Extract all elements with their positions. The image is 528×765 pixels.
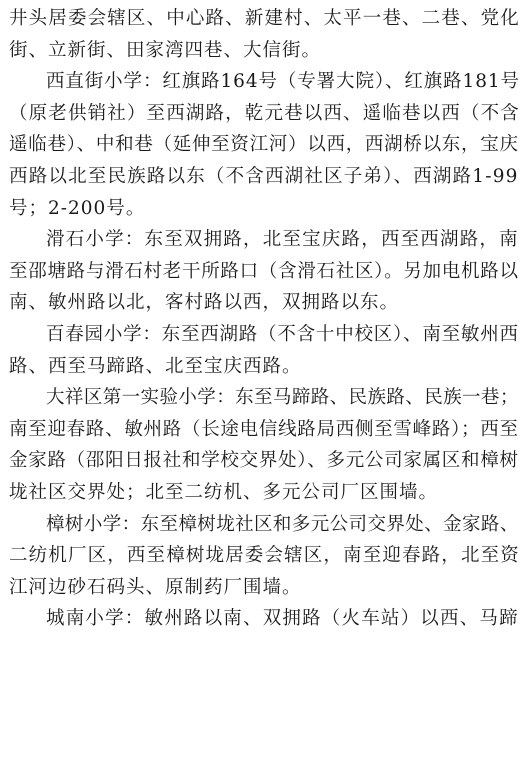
text-line: 垅社区交界处；北至二纺机、多元公司厂区围墙。 (9, 481, 439, 503)
text-line: 街、立新街、田家湾四巷、大信街。 (9, 39, 322, 61)
text-line: 大祥区第一实验小学：东至马蹄路、民族路、民族一巷； (46, 387, 519, 409)
text-line: 西路以北至民族路以东（不含西湖社区子弟）、西湖路1-99 (9, 165, 519, 187)
text-line: 二纺机厂区，西至樟树垅居委会辖区，南至迎春路，北至资 (9, 545, 520, 567)
text-line: 路、西至马蹄路、北至宝庆西路。 (9, 355, 302, 377)
text-line: 西直街小学：红旗路164号（专署大院）、红旗路181号 (46, 71, 520, 93)
text-line: 滑石小学：东至双拥路，北至宝庆路，西至西湖路，南 (46, 229, 519, 251)
text-line: 井头居委会辖区、中心路、新建村、太平一巷、二巷、党化 (9, 8, 520, 29)
text-line: 至邵塘路与滑石村老干所路口（含滑石社区）。另加电机路以 (9, 260, 519, 282)
text-line: 南至迎春路、敏州路（长途电信线路局西侧至雪峰路）；西至 (9, 418, 519, 440)
text-line: （原老供销社）至西湖路，乾元巷以西、遥临巷以西（不含 (9, 102, 520, 124)
document-body (9, 3, 520, 635)
text-line: 江河边砂石码头、原制药厂围墙。 (9, 576, 302, 598)
text-line: 遥临巷）、中和巷（延伸至资江河）以西，西湖桥以东，宝庆 (9, 134, 519, 156)
text-line: 号；2-200号。 (9, 197, 146, 219)
text-line: 城南小学：敏州路以南、双拥路（火车站）以西、马蹄 (46, 608, 519, 630)
text-line: 南、敏州路以北，客村路以西，双拥路以东。 (9, 292, 400, 314)
text-line: 百春园小学：东至西湖路（不含十中校区）、南至敏州西 (46, 323, 519, 345)
text-line: 金家路（邵阳日报社和学校交界处）、多元公司家属区和樟树 (9, 450, 519, 472)
text-line: 樟树小学：东至樟树垅社区和多元公司交界处、金家路、 (46, 513, 519, 535)
